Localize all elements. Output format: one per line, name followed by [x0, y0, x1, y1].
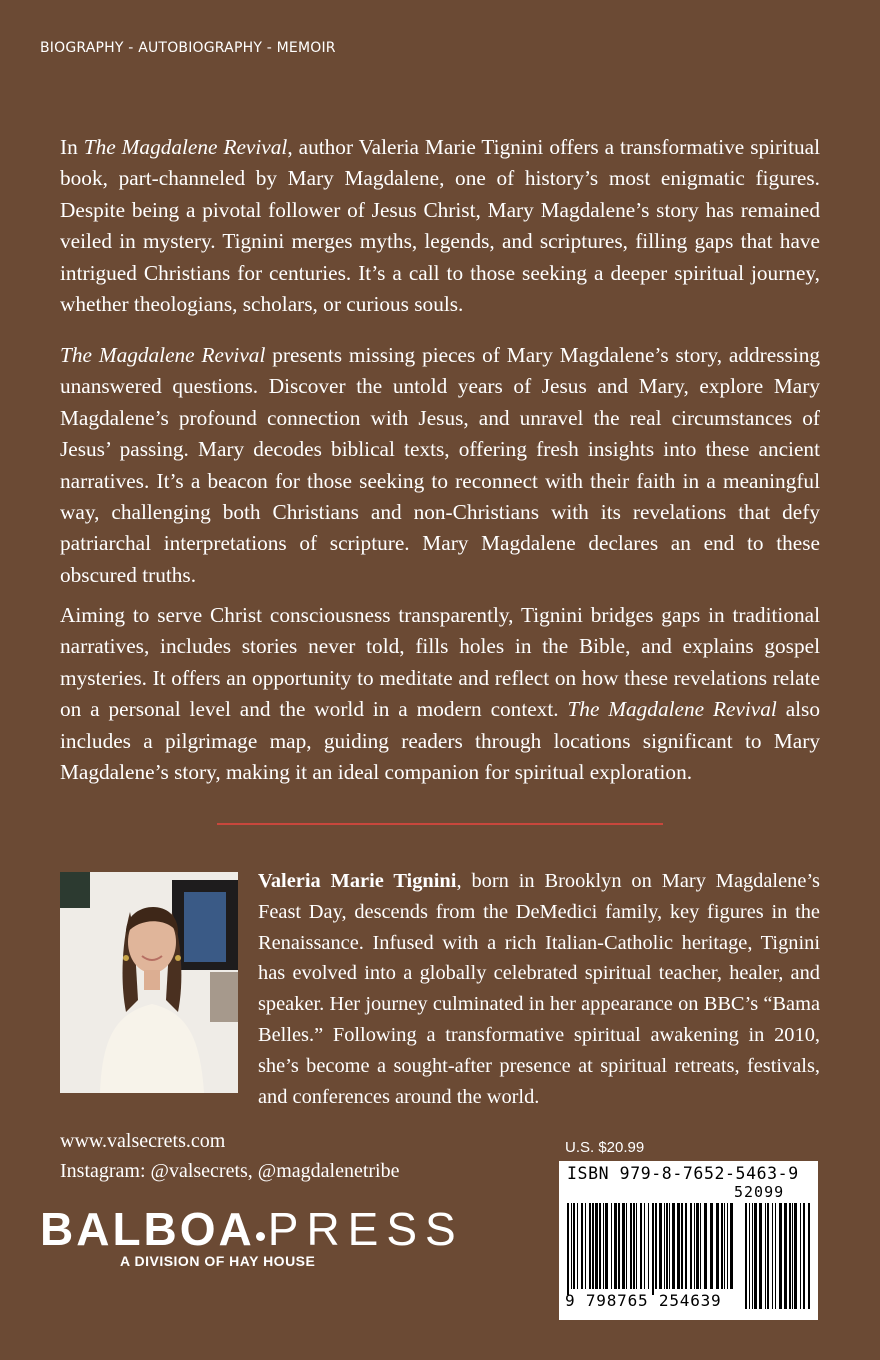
category-label: BIOGRAPHY - AUTOBIOGRAPHY - MEMOIR	[40, 40, 336, 56]
author-portrait-image	[60, 872, 238, 1093]
barcode-bar	[622, 1203, 625, 1289]
barcode-bar	[754, 1203, 757, 1309]
barcode-bar	[595, 1203, 598, 1289]
barcode-bar	[571, 1203, 572, 1289]
barcode-bar	[772, 1203, 773, 1309]
barcode-bar	[794, 1203, 797, 1309]
para2-text: presents missing pieces of Mary Magdalene’s story, addressing unanswered questions. Discover the untold years of Jesus and Mary, explore Mary Magdalene’s profound connection with Jesus, and unravel the real circumstances of Jesus’ passing. Mary decodes biblical texts, offering fresh insights into these ancient narratives. It’s a beacon for those seeking to reconnect with their faith in a meaningful way, challenging both Christians and non-Christians with its revelations that defy patriarchal interpretations of scripture. Mary Magdalene declares an end to these obscured truths.	[60, 343, 821, 587]
description-paragraph-1	[60, 132, 820, 320]
barcode-bar	[567, 1203, 569, 1295]
barcode-bar	[633, 1203, 635, 1289]
isbn-text: ISBN 979-8-7652-5463-9	[567, 1164, 799, 1183]
barcode-bar	[779, 1203, 782, 1309]
description-paragraph-2	[60, 340, 820, 591]
barcode-bar	[716, 1203, 719, 1289]
book-title: The Magdalene Revival	[83, 135, 288, 159]
addon-barcode-bars-icon	[745, 1203, 813, 1315]
barcode-bar	[581, 1203, 583, 1289]
book-title: The Magdalene Revival	[567, 697, 777, 722]
barcode-bar	[724, 1203, 725, 1289]
barcode-bar	[696, 1203, 699, 1289]
barcode-bar	[626, 1203, 627, 1289]
barcode-bar	[700, 1203, 701, 1289]
barcode-bar	[644, 1203, 645, 1289]
price-code-text: 52099	[734, 1183, 785, 1201]
author-bio-text: , born in Brooklyn on Mary Magdalene’s Feast Day, descends from the DeMedici family, key figures in the Renaissance. Infused with a rich Italian-Catholic heritage, Tignini has evolved into a globally celebrated spiritual teacher, healer, and speaker. Her journey culminated in her appearance on BBC’s “Bama Belles.” Following a transformative spiritual awakening in 2010, she’s become a sought-after presence at spiritual retreats, festivals, and conferences around the world.	[258, 870, 820, 1108]
price-label: U.S. $20.99	[565, 1139, 645, 1156]
publisher-division: A DIVISION OF HAY HOUSE	[120, 1253, 316, 1269]
barcode-bar	[677, 1203, 680, 1289]
barcode-bar	[685, 1203, 687, 1289]
logo-brand-light: PRESS	[267, 1203, 464, 1255]
barcode-bar	[765, 1203, 766, 1309]
logo-dot-icon	[256, 1232, 265, 1241]
barcode-bar	[664, 1203, 665, 1289]
barcode-bar	[640, 1203, 642, 1289]
barcode-bar	[659, 1203, 662, 1289]
barcode-bar	[589, 1203, 591, 1289]
barcode-bar	[652, 1203, 654, 1295]
barcode-bar	[749, 1203, 750, 1309]
instagram-handles: Instagram: @valsecrets, @magdalenetribe	[60, 1160, 400, 1182]
barcode-bar	[681, 1203, 683, 1289]
barcode-bar	[599, 1203, 601, 1289]
barcode-bar	[784, 1203, 787, 1309]
barcode-bar	[611, 1203, 612, 1289]
barcode-bar	[727, 1203, 728, 1289]
barcode-bars-icon	[567, 1203, 737, 1295]
author-name: Valeria Marie Tignini	[258, 870, 457, 892]
barcode-bar	[672, 1203, 675, 1289]
barcode-bar	[730, 1203, 733, 1289]
barcode-bar	[694, 1203, 695, 1289]
para3-text-end: also includes a pilgrimage map, guiding readers through locations significant to Mary Magdalene’s story, making it an ideal companion for spiritual exploration.	[60, 697, 820, 785]
barcode-bar	[585, 1203, 586, 1289]
barcode-bar	[605, 1203, 608, 1289]
barcode-bar	[669, 1203, 670, 1289]
logo-brand-bold: BALBOA	[40, 1203, 255, 1255]
barcode-bar	[745, 1203, 747, 1309]
barcode-bar	[789, 1203, 791, 1309]
barcode-bar	[759, 1203, 762, 1309]
barcode-bar	[710, 1203, 713, 1289]
barcode-bar	[592, 1203, 594, 1289]
barcode-bar	[630, 1203, 632, 1289]
barcode-bar	[803, 1203, 805, 1309]
para1-in: In	[60, 135, 78, 159]
barcode-bar	[636, 1203, 637, 1289]
barcode-bar	[800, 1203, 801, 1309]
barcode-bar	[690, 1203, 692, 1289]
barcode-bar	[614, 1203, 617, 1289]
barcode-bar	[655, 1203, 657, 1289]
barcode-bar	[577, 1203, 578, 1289]
barcode-bar	[808, 1203, 810, 1309]
barcode-bar	[792, 1203, 793, 1309]
barcode-bar	[767, 1203, 769, 1309]
description-paragraph-3	[60, 600, 820, 788]
barcode-bar	[752, 1203, 753, 1309]
author-links	[60, 1126, 399, 1186]
barcode-number: 9 798765 254639	[565, 1291, 722, 1310]
isbn-barcode	[559, 1161, 818, 1320]
divider-rule	[217, 823, 663, 825]
author-photo	[60, 872, 238, 1093]
barcode-bar	[648, 1203, 649, 1289]
barcode-bar	[618, 1203, 620, 1289]
publisher-logo	[40, 1205, 464, 1253]
para3-text-start: Aiming to serve Christ consciousness transparently, Tignini bridges gaps in traditional narratives, includes stories never told, fills holes in the Bible, and explains gospel mysteries. It offers an opportunity to meditate and reflect on how these revelations relate on a personal level and the world in a modern context.	[60, 603, 820, 722]
author-bio	[258, 866, 820, 1112]
barcode-bar	[704, 1203, 707, 1289]
book-title: The Magdalene Revival	[60, 343, 266, 367]
barcode-bar	[666, 1203, 668, 1289]
barcode-bar	[603, 1203, 604, 1289]
para1-text: , author Valeria Marie Tignini offers a transformative spiritual book, part-channeled by Mary Magdalene, one of history’s most enigmatic figures. Despite being a pivotal follower of Jesus Christ, Mary Magdalene’s story has remained veiled in mystery. Tignini merges myths, legends, and scriptures, filling gaps that have intrigued Christians for centuries. It’s a call to those seeking a deeper spiritual journey, whether theologians, scholars, or curious souls.	[60, 135, 821, 317]
barcode-bar	[775, 1203, 776, 1309]
barcode-bar	[721, 1203, 723, 1289]
website-link[interactable]: www.valsecrets.com	[60, 1130, 226, 1152]
barcode-bar	[573, 1203, 575, 1289]
